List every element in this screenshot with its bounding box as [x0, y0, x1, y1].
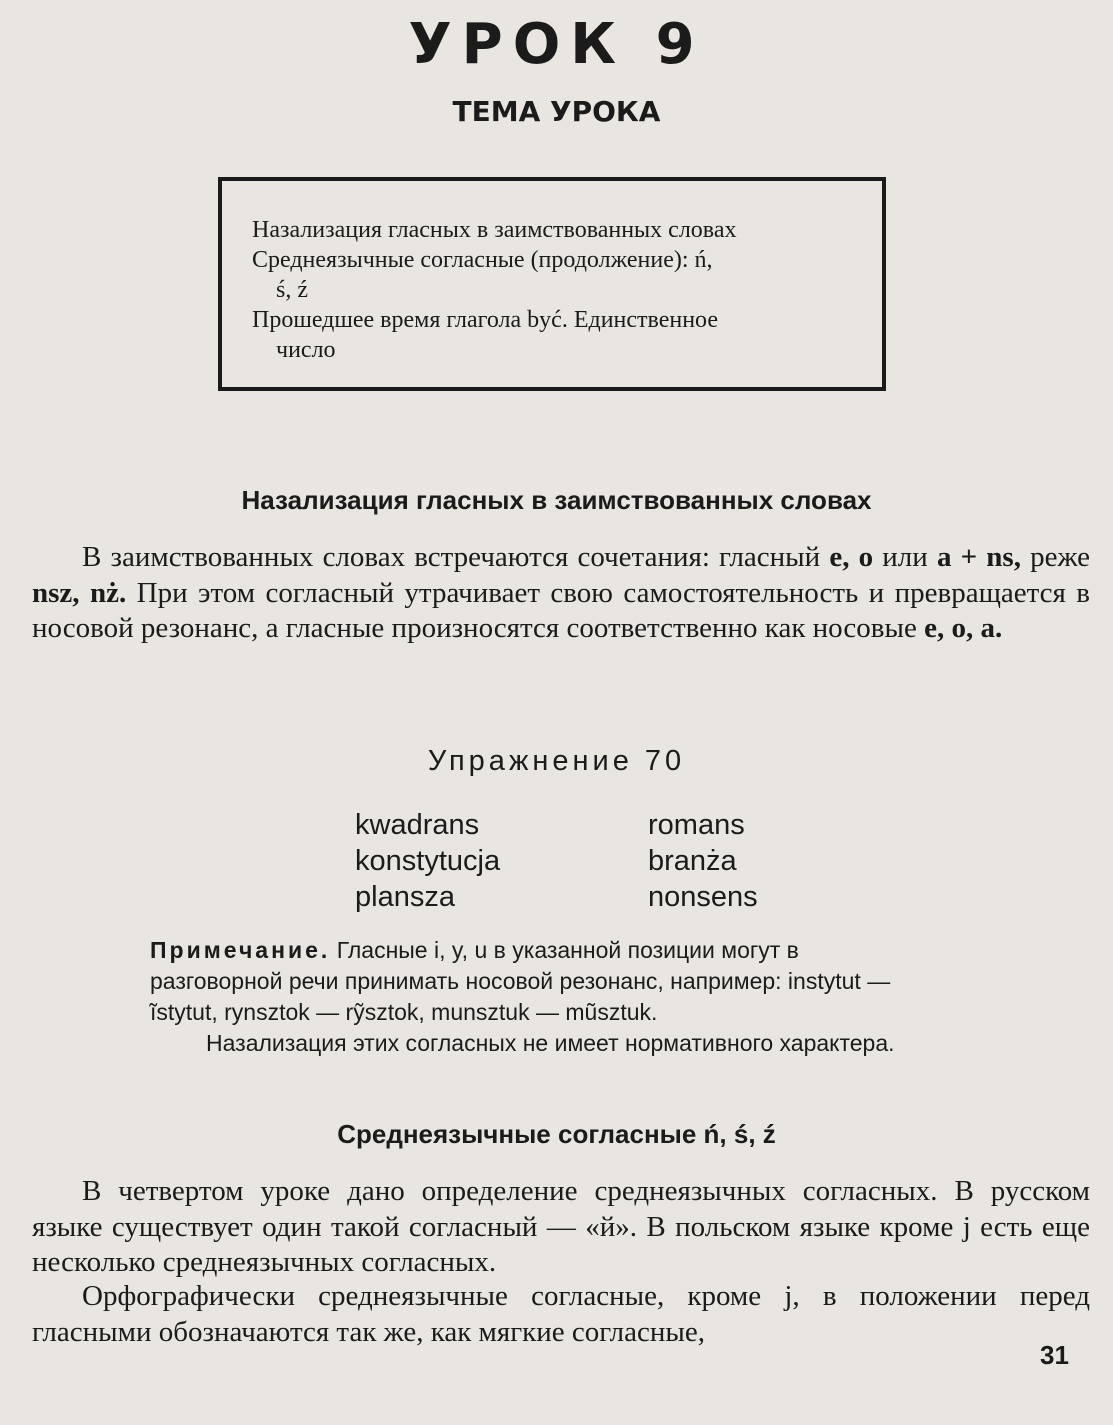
para-bold-3: nsz, nż.: [32, 576, 127, 609]
para-bold-2: a + ns,: [936, 541, 1021, 573]
topic-line-5: число: [276, 337, 336, 363]
topic-line-4: Прошедшее время глагола być. Единственное: [252, 307, 718, 333]
word-item: kwadrans: [355, 809, 480, 841]
note-text-1: Гласные i, y, u в указанной позиции могут в: [330, 937, 799, 963]
nasalization-paragraph: [32, 540, 1090, 647]
note-line-4: Назализация этих согласных не имеет нормативного характера.: [206, 1030, 895, 1056]
note-line-2: разговорной речи принимать носовой резонанс, например: instytut —: [150, 968, 891, 994]
note-block: [150, 935, 1080, 1059]
para-text-4: При этом согласный утрачивает свою самостоятельность и превращается в носовой резонанс, а гласные произносятся соответственно как носовые: [32, 576, 1090, 644]
para-text-1: В заимствованных словах встречаются сочетания: гласный: [82, 541, 830, 573]
section-heading-palatal: Среднеязычные согласные ń, ś, ź: [337, 1119, 776, 1149]
page-number: 31: [1040, 1340, 1069, 1370]
word-item: konstytucja: [355, 845, 501, 877]
note-label: Примечание.: [150, 937, 331, 963]
topic-line-3: ś, ź: [276, 277, 308, 303]
word-column-right: [648, 807, 758, 915]
topic-line-1: Назализация гласных в заимствованных словах: [252, 217, 737, 243]
topic-box: [218, 177, 886, 391]
palatal-paragraph-1: В четвертом уроке дано определение среднеязычных согласных. В русском языке существует один такой согласный — «й». В польском языке кроме j есть еще несколько среднеязычных согласных.: [32, 1175, 1090, 1278]
word-column-left: [355, 807, 500, 915]
para-bold-1: e, o: [829, 541, 874, 573]
note-line-1: [150, 935, 1080, 966]
exercise-title: Упражнение 70: [427, 745, 686, 777]
para-bold-4: e, o, a.: [924, 612, 1003, 644]
topic-heading: ТЕМА УРОКА: [452, 95, 661, 128]
para-text-3: реже: [1020, 541, 1091, 573]
word-item: nonsens: [648, 881, 758, 913]
lesson-title: УРОК 9: [408, 12, 705, 77]
word-item: romans: [648, 809, 745, 841]
para-text-2: или: [873, 541, 937, 573]
word-item: plansza: [355, 881, 455, 913]
palatal-paragraph-2: Орфографически среднеязычные согласные, кроме j, в положении перед гласными обозначаются так же, как мягкие согласные,: [32, 1280, 1090, 1348]
section-heading-nasalization: Назализация гласных в заимствованных словах: [241, 485, 872, 515]
word-item: branża: [648, 845, 737, 877]
note-line-3: ĩstytut, rynsztok — rỹsztok, munsztuk — mũsztuk.: [150, 999, 658, 1025]
topic-line-2: Среднеязычные согласные (продолжение): ń,: [252, 247, 713, 273]
